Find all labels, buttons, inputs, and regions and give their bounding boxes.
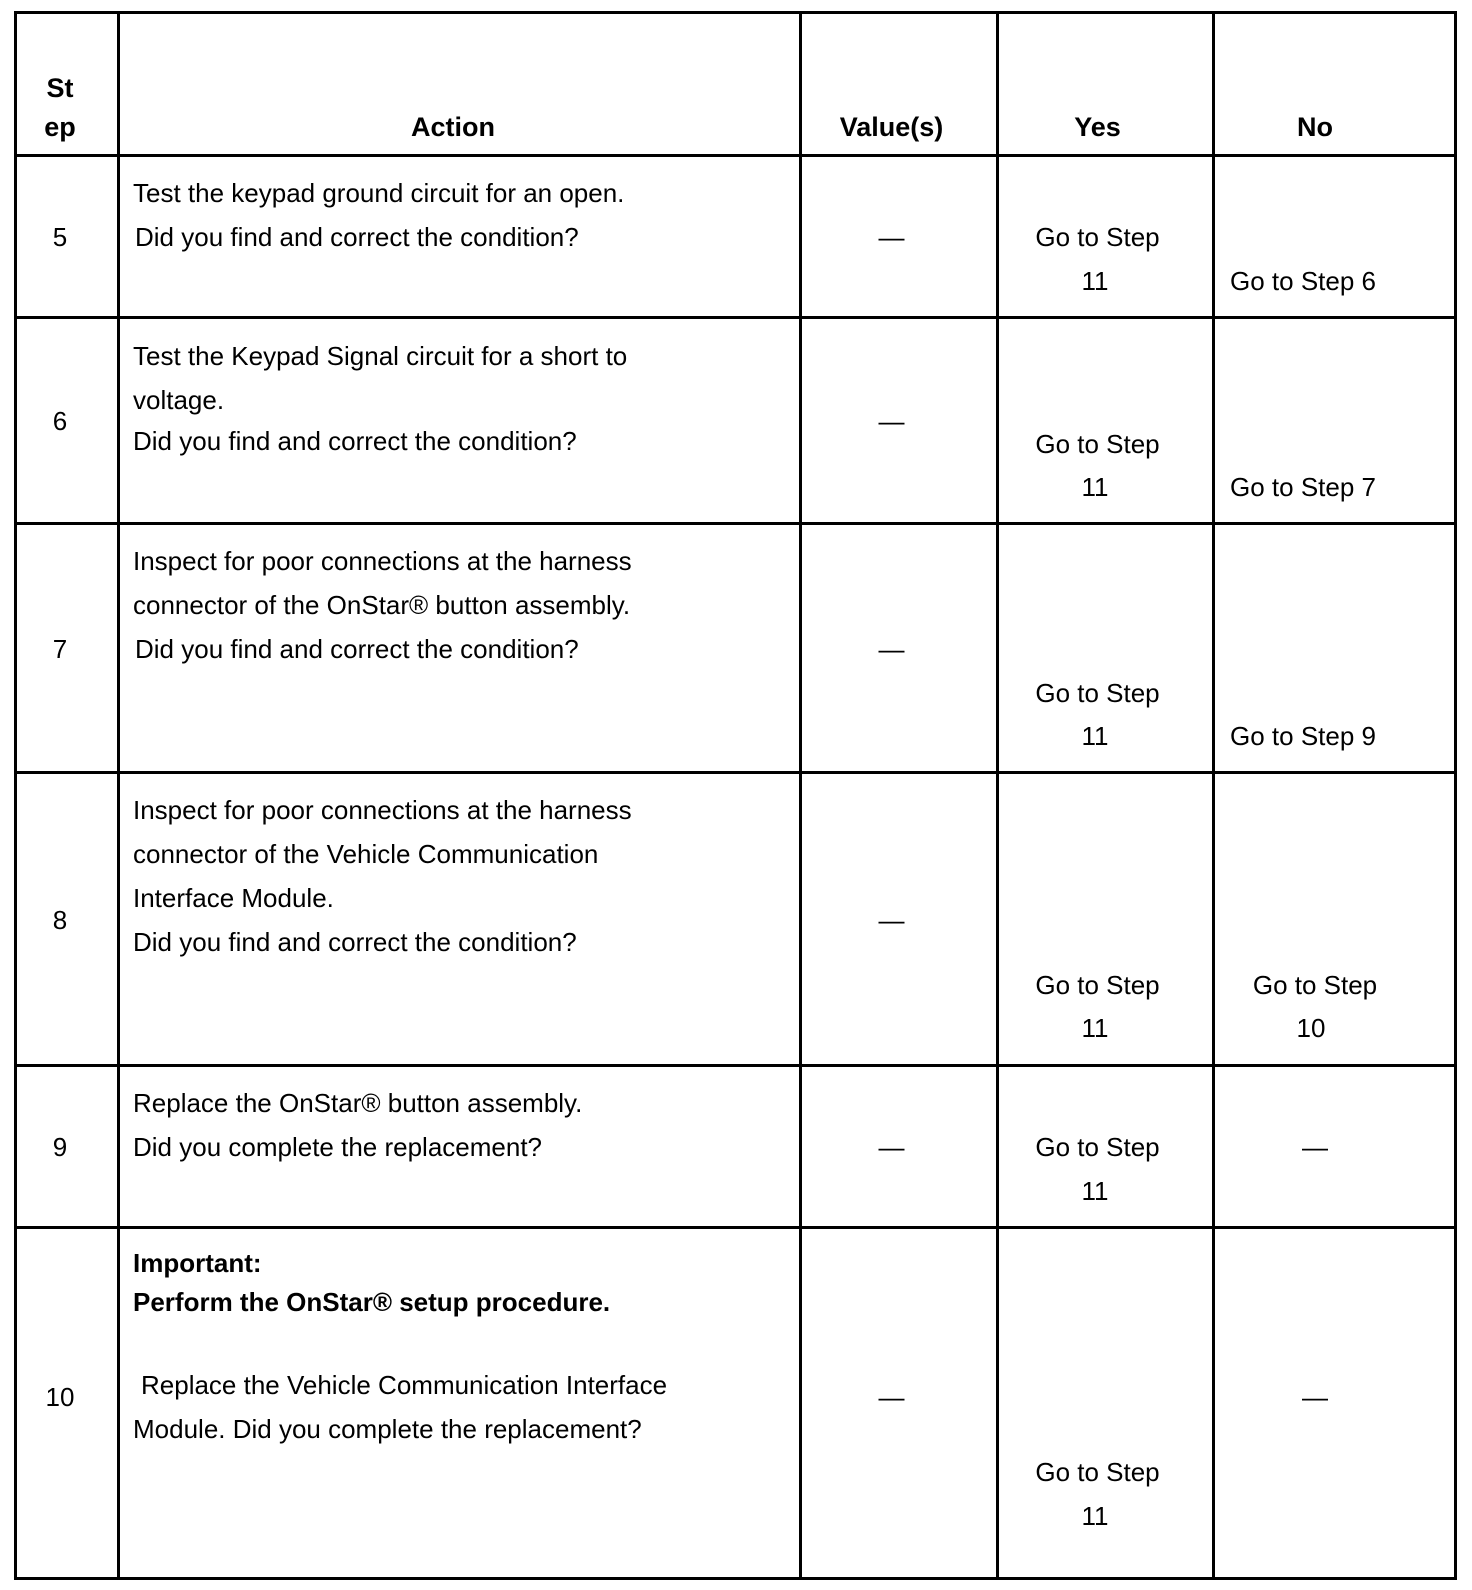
diagnostic-table (14, 11, 1457, 1580)
no-cell: Go to Step 9 (1230, 721, 1376, 751)
action-text: Did you complete the replacement? (133, 1132, 543, 1162)
yes-cell: 11 (1081, 1176, 1109, 1206)
important-text: Perform the OnStar® setup procedure. (133, 1287, 611, 1317)
action-text: Interface Module. (133, 883, 334, 913)
value-cell: — (878, 1132, 905, 1162)
action-text: Replace the OnStar® button assembly. (133, 1088, 583, 1118)
action-text: Replace the Vehicle Communication Interface (141, 1370, 668, 1400)
yes-cell: Go to Step (1035, 222, 1160, 252)
action-text: Did you find and correct the condition? (133, 426, 577, 456)
header-step-line2: ep (44, 112, 76, 142)
step-number: 6 (52, 406, 68, 436)
action-text: connector of the OnStar® button assembly. (133, 590, 631, 620)
no-cell: 10 (1296, 1013, 1326, 1043)
action-text: Test the keypad ground circuit for an open. (133, 178, 625, 208)
value-cell: — (878, 905, 905, 935)
header-yes: Yes (1074, 112, 1121, 142)
step-number: 9 (52, 1132, 68, 1162)
action-text: Inspect for poor connections at the harness (133, 795, 632, 825)
action-text: Inspect for poor connections at the harness (133, 546, 632, 576)
table-row (17, 1067, 1454, 1229)
value-cell: — (878, 1382, 905, 1412)
value-cell: — (878, 634, 905, 664)
yes-cell: 11 (1081, 1501, 1109, 1531)
header-no: No (1297, 112, 1333, 142)
header-step-line1: St (46, 73, 74, 103)
important-label: Important: (133, 1248, 262, 1278)
yes-cell: 11 (1081, 721, 1109, 751)
action-text: voltage. (133, 385, 225, 415)
no-cell: — (1302, 1382, 1328, 1412)
table-row (17, 525, 1454, 774)
value-cell: — (878, 406, 905, 436)
step-number: 7 (52, 634, 68, 664)
no-cell: — (1302, 1132, 1328, 1162)
value-cell: — (878, 222, 905, 252)
yes-cell: Go to Step (1035, 970, 1160, 1000)
table-row (17, 319, 1454, 525)
step-number: 10 (45, 1382, 75, 1412)
no-cell: Go to Step 6 (1230, 266, 1376, 296)
table-row (17, 1229, 1454, 1583)
no-cell: Go to Step 7 (1230, 472, 1376, 502)
action-text: Test the Keypad Signal circuit for a short to (133, 341, 628, 371)
yes-cell: 11 (1081, 1013, 1109, 1043)
yes-cell: 11 (1081, 472, 1109, 502)
table-header-row (17, 14, 1454, 157)
header-action: Action (411, 112, 495, 142)
yes-cell: Go to Step (1035, 1132, 1160, 1162)
yes-cell: 11 (1081, 266, 1109, 296)
no-cell: Go to Step (1252, 970, 1378, 1000)
action-text: Did you find and correct the condition? (135, 222, 579, 252)
yes-cell: Go to Step (1035, 429, 1160, 459)
action-text: Did you find and correct the condition? (133, 927, 577, 957)
action-text: Module. Did you complete the replacement? (133, 1414, 642, 1444)
step-number: 5 (52, 222, 68, 252)
action-text: Did you find and correct the condition? (135, 634, 579, 664)
header-values: Value(s) (839, 112, 944, 142)
action-text: connector of the Vehicle Communication (133, 839, 599, 869)
step-number: 8 (52, 905, 68, 935)
table-row (17, 157, 1454, 319)
yes-cell: Go to Step (1035, 1457, 1160, 1487)
table-row (17, 774, 1454, 1067)
yes-cell: Go to Step (1035, 678, 1160, 708)
